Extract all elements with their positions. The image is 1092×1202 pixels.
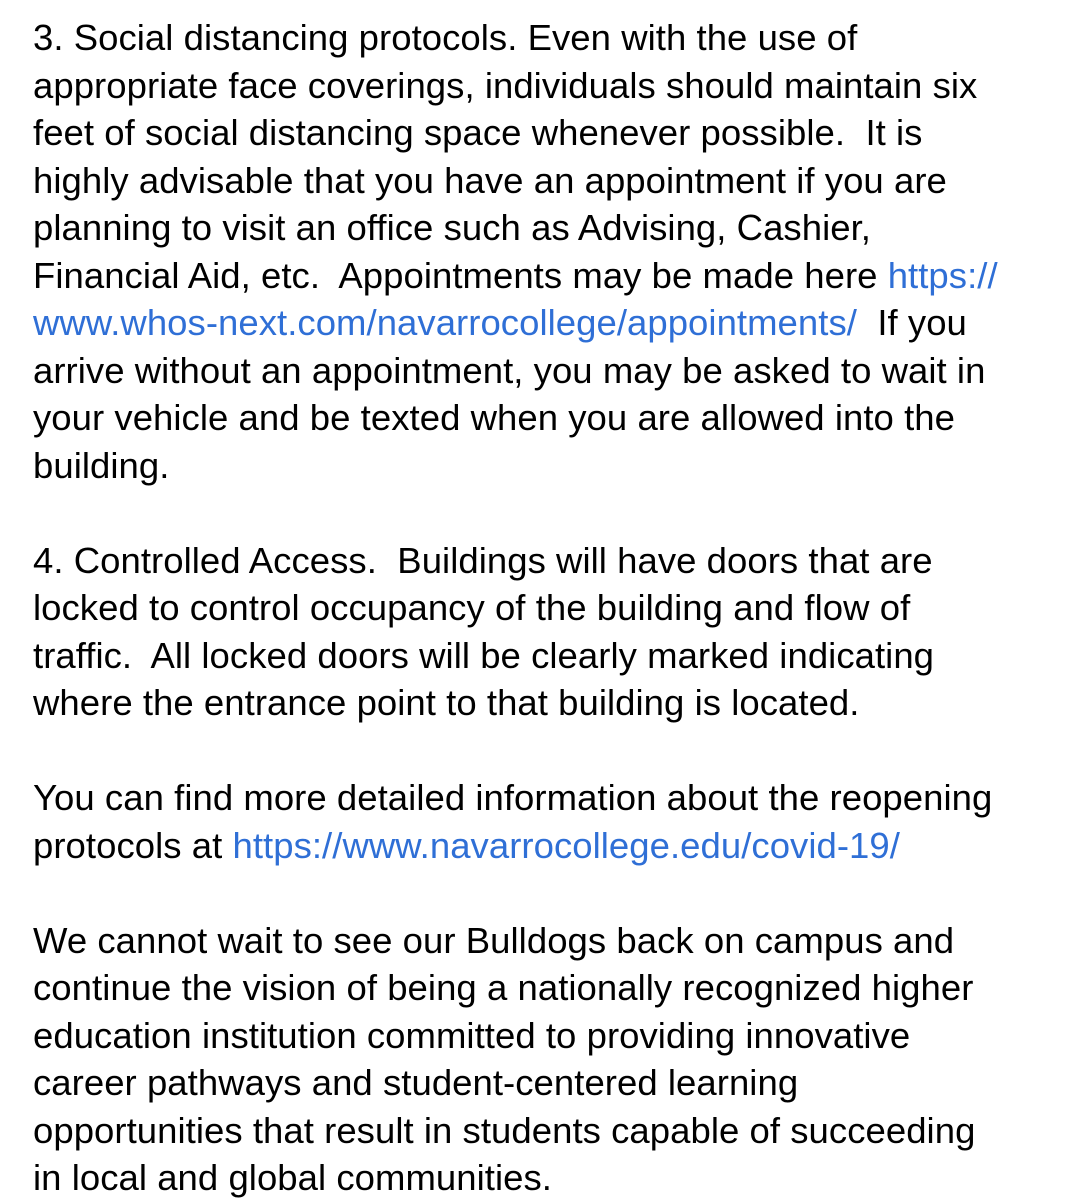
- text-line: 3. Social distancing protocols. Even with the use of: [33, 17, 858, 58]
- paragraph-spacer: [33, 489, 1073, 537]
- text-line: locked to control occupancy of the building and flow of: [33, 587, 911, 628]
- appointments-link-part2[interactable]: www.whos-next.com/navarrocollege/appointments/: [33, 302, 857, 343]
- text-line: [33, 822, 1073, 870]
- line-text: protocols at: [33, 824, 233, 866]
- paragraph-closing: [33, 917, 1073, 1202]
- text-line: [33, 299, 1073, 347]
- text-line: You can find more detailed information about the reopening: [33, 777, 993, 818]
- text-line: continue the vision of being a nationally recognized higher: [33, 967, 974, 1008]
- paragraph-social-distancing: [33, 14, 1073, 489]
- text-line: opportunities that result in students capable of succeeding: [33, 1109, 976, 1151]
- text-line: where the entrance point to that building is located.: [33, 682, 860, 723]
- text-line: feet of social distancing space whenever possible. It is: [33, 112, 923, 153]
- paragraph-spacer: [33, 727, 1073, 775]
- text-line: We cannot wait to see our Bulldogs back on campus and: [33, 919, 955, 961]
- covid-info-link[interactable]: https://www.navarrocollege.edu/covid-19/: [232, 824, 900, 866]
- text-line: 4. Controlled Access. Buildings will have doors that are: [33, 539, 933, 581]
- text-line: [33, 252, 1073, 300]
- text-line: building.: [33, 444, 170, 486]
- line-text: Financial Aid, etc. Appointments may be made here: [33, 254, 888, 296]
- text-line: career pathways and student-centered learning: [33, 1062, 799, 1103]
- text-line: traffic. All locked doors will be clearly marked indicating: [33, 634, 935, 676]
- text-line: highly advisable that you have an appointment if you are: [33, 159, 947, 201]
- paragraph-more-info: [33, 774, 1073, 869]
- text-line: planning to visit an office such as Advising, Cashier,: [33, 207, 871, 248]
- paragraph-controlled-access: [33, 537, 1073, 727]
- appointments-link-part1[interactable]: https://: [887, 254, 998, 296]
- text-line: appropriate face coverings, individuals should maintain six: [33, 64, 978, 106]
- line-text: If you: [856, 302, 967, 343]
- text-line: your vehicle and be texted when you are allowed into the: [33, 397, 955, 438]
- text-line: in local and global communities.: [33, 1157, 552, 1198]
- text-line: education institution committed to providing innovative: [33, 1014, 911, 1056]
- text-line: arrive without an appointment, you may be asked to wait in: [33, 349, 986, 391]
- paragraph-spacer: [33, 869, 1073, 917]
- note-body: [33, 14, 1073, 1202]
